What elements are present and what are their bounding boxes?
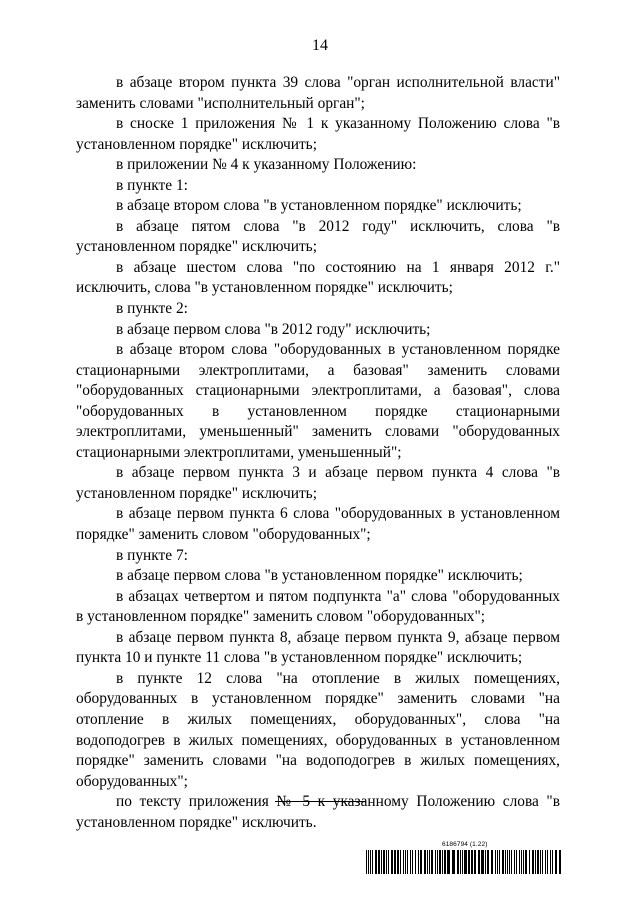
paragraph: в абзаце первом слова "в 2012 году" исключить; (116, 320, 431, 338)
separator-line (275, 801, 366, 802)
paragraph: по тексту приложения № 5 к указанному Положению слова "в установленном порядке" исключить. (76, 793, 560, 831)
paragraph: в абзаце втором пункта 39 слова "орган исполнительной власти" заменить словами "исполнительный орган"; (76, 74, 560, 112)
paragraph: в абзаце первом пункта 8, абзаце первом пункта 9, абзаце первом пункта 10 и пункте 11 слова "в установленном порядке" исключить; (76, 628, 560, 667)
paragraph: в пункте 7: (116, 546, 188, 564)
paragraph: в приложении № 4 к указанному Положению: (116, 156, 417, 174)
paragraph: в абзаце пятом слова "в 2012 году" исключить, слова "в установленном порядке" исключить; (76, 217, 560, 256)
paragraph: в пункте 1: (116, 176, 188, 194)
paragraph: в абзаце втором слова "оборудованных в установленном порядке стационарными электроплитами, а базовая" заменить словами "оборудованных стационарными электроплитами, а базовая", слова "оборудованных в установленном порядке стационарными электроплитами, уменьшенный" заменить словами "оборудованных стационарными электроплитами, уменьшенный"; (76, 341, 560, 461)
paragraph: в абзаце шестом слова "по состоянию на 1 января 2012 г." исключить, слова "в установленном порядке" исключить; (76, 258, 560, 297)
paragraph: в сноске 1 приложения № 1 к указанному Положению слова "в установленном порядке" исключить; (76, 115, 560, 153)
paragraph: в абзаце первом пункта 6 слова "оборудованных в установленном порядке" заменить словом "оборудованных"; (76, 505, 560, 544)
paragraph: в абзаце первом слова "в установленном порядке" исключить; (116, 567, 523, 585)
page-number: 14 (312, 37, 328, 54)
paragraph: в абзацах четвертом и пятом подпункта "а" слова "оборудованных в установленном порядке" заменить словом "оборудованных"; (76, 587, 560, 626)
paragraph: в абзаце втором слова "в установленном порядке" исключить; (116, 197, 522, 215)
document-body (76, 73, 560, 833)
document-code: 6186794 (1.22) (442, 841, 488, 848)
paragraph: в абзаце первом пункта 3 и абзаце первом пункта 4 слова "в установленном порядке" исключить; (76, 464, 560, 502)
paragraph: в пункте 12 слова "на отопление в жилых помещениях, оборудованных в установленном порядке" заменить словами "на отопление в жилых помещениях, оборудованных", слова "на водоподогрев в жилых помещениях, оборудованных в установленном порядке" заменить словами "на водоподогрев в жилых помещениях, оборудованных"; (76, 669, 560, 790)
barcode-icon (366, 850, 562, 874)
paragraph: в пункте 2: (116, 300, 188, 318)
